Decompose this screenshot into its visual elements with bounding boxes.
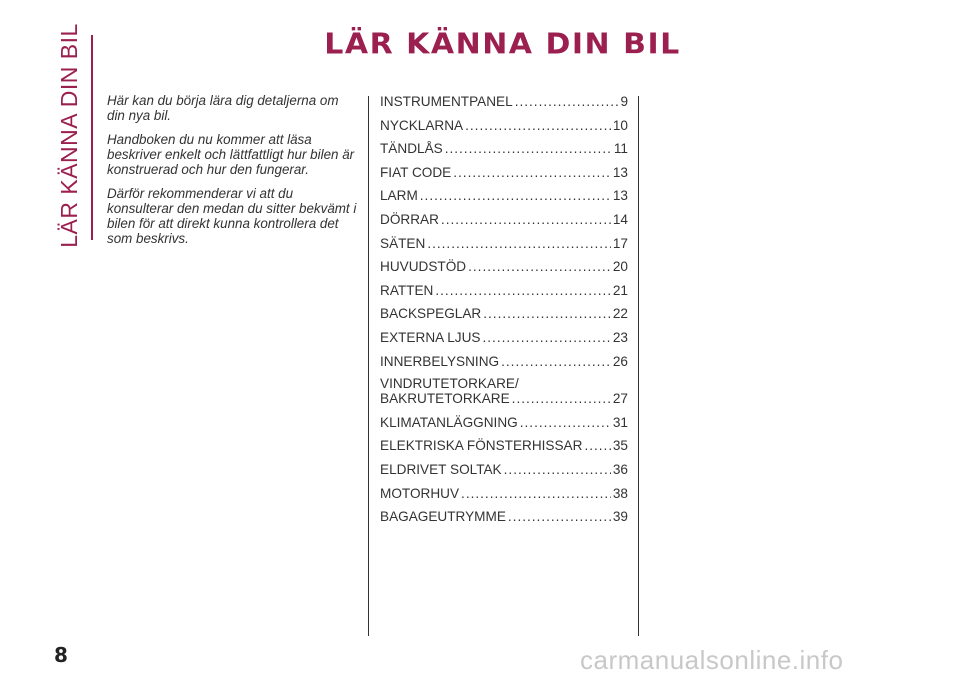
toc-item-externa-ljus[interactable]: EXTERNA LJUS ..... 23 [380, 329, 628, 345]
toc-page-number: 10 [612, 117, 628, 133]
toc-item-dorrar[interactable]: DÖRRAR ..... 14 [380, 211, 628, 227]
intro-text [107, 93, 357, 255]
toc-item-innerbelysning[interactable]: INNERBELYSNING ..... 26 [380, 353, 628, 369]
toc-item-soltak[interactable]: ELDRIVET SOLTAK ..... 36 [380, 461, 628, 477]
toc-page-number: 17 [612, 235, 628, 251]
toc-page-number: 39 [612, 509, 628, 525]
intro-paragraph: Därför rekommenderar vi att du konsulterar den medan du sitter bekvämt i bilen för att direkt kunna kontrollera det som beskrivs. [107, 186, 357, 246]
toc-item-huvudstod[interactable]: HUVUDSTÖD ..... 20 [380, 258, 628, 274]
toc-page-number: 13 [612, 164, 628, 180]
toc-item-fonsterhissar[interactable]: ELEKTRISKA FÖNSTERHISSAR ..... 35 [380, 437, 628, 453]
toc-page-number: 21 [612, 282, 628, 298]
toc-item-fiat-code[interactable]: FIAT CODE ..... 13 [380, 164, 628, 180]
toc-page-number: 27 [612, 391, 628, 407]
toc-page-number: 23 [612, 329, 628, 345]
page-number: 8 [54, 643, 68, 667]
toc-page-number: 22 [612, 306, 628, 322]
toc-item-tandlas[interactable]: TÄNDLÅS ..... 11 [380, 140, 628, 156]
toc-item-nycklarna[interactable]: NYCKLARNA ..... 10 [380, 117, 628, 133]
toc-item-torkare[interactable]: VINDRUTETORKARE/ BAKRUTETORKARE ..... 27 [380, 376, 628, 406]
table-of-contents [380, 93, 628, 532]
toc-item-bagageutrymme[interactable]: BAGAGEUTRYMME ..... 39 [380, 508, 628, 524]
toc-page-number: 26 [612, 353, 628, 369]
toc-page-number: 38 [612, 485, 628, 501]
column-divider-right [638, 96, 639, 636]
toc-page-number: 35 [612, 438, 628, 454]
toc-item-motorhuv[interactable]: MOTORHUV ..... 38 [380, 485, 628, 501]
chapter-side-label: LÄR KÄNNA DIN BIL [55, 22, 82, 248]
column-divider-left [368, 96, 369, 636]
toc-item-instrumentpanel[interactable]: INSTRUMENTPANEL ..... 9 [380, 93, 628, 109]
toc-item-ratten[interactable]: RATTEN ..... 21 [380, 282, 628, 298]
toc-page-number: 11 [613, 141, 628, 157]
intro-paragraph: Här kan du börja lära dig detaljerna om din nya bil. [107, 93, 339, 123]
toc-page-number: 31 [612, 414, 628, 430]
watermark: carmanualsonline.info [580, 645, 844, 675]
toc-page-number: 20 [612, 259, 628, 275]
toc-item-larm[interactable]: LARM ..... 13 [380, 187, 628, 203]
toc-page-number: 9 [620, 94, 628, 109]
toc-item-klimatanlaggning[interactable]: KLIMATANLÄGGNING ..... 31 [380, 414, 628, 430]
toc-page-number: 13 [612, 188, 628, 204]
chapter-title: LÄR KÄNNA DIN BIL [324, 27, 681, 62]
chapter-side-rule [91, 35, 93, 240]
toc-item-saten[interactable]: SÄTEN ..... 17 [380, 235, 628, 251]
toc-item-backspeglar[interactable]: BACKSPEGLAR ..... 22 [380, 305, 628, 321]
toc-page-number: 36 [612, 461, 628, 477]
toc-page-number: 14 [612, 211, 628, 227]
intro-paragraph: Handboken du nu kommer att läsa beskriver enkelt och lättfattligt hur bilen är konstruerad och hur den fungerar. [107, 132, 355, 177]
